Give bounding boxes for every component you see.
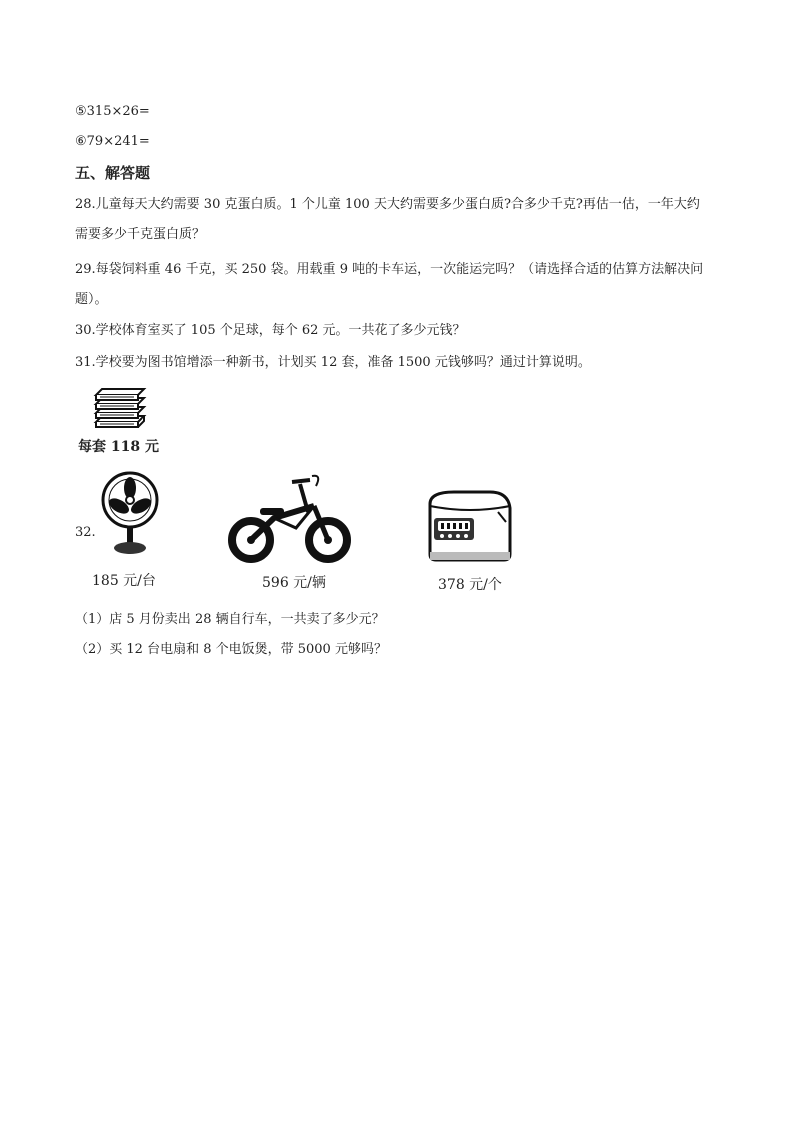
question-31: 31.学校要为图书馆增添一种新书，计划买 12 套，准备 1500 元钱够吗？通过计算说明。 [75, 355, 591, 370]
fan-price: 185 元/台 [92, 573, 156, 589]
question-29-line-2: 题）。 [75, 292, 108, 307]
books-stack-icon [88, 382, 152, 430]
calc-item-5: ⑤315×26= [75, 104, 150, 119]
calc-item-6: ⑥79×241= [75, 134, 150, 149]
question-32-sub-1: （1）店 5 月份卖出 28 辆自行车，一共卖了多少元？ [75, 612, 385, 627]
books-price: 每套 118 元 [78, 439, 159, 455]
electric-fan-icon [100, 470, 160, 556]
question-29-line-1: 29.每袋饲料重 46 千克，买 250 袋。用载重 9 吨的卡车运，一次能运完吗？（请选择合适的估算方法解决问 [75, 262, 704, 277]
question-30: 30.学校体育室买了 105 个足球，每个 62 元。一共花了多少元钱？ [75, 323, 466, 338]
rice-cooker-icon [424, 488, 516, 564]
rice-cooker-price: 378 元/个 [438, 577, 502, 593]
question-32-number: 32. [75, 525, 96, 540]
question-28-line-2: 需要多少千克蛋白质？ [75, 227, 206, 242]
section-title: 五、解答题 [75, 164, 151, 182]
question-32-sub-2: （2）买 12 台电扇和 8 个电饭煲，带 5000 元够吗？ [75, 642, 387, 657]
question-28-line-1: 28.儿童每天大约需要 30 克蛋白质。1 个儿童 100 天大约需要多少蛋白质?合多少千克?再估一估，一年大约 [75, 197, 700, 212]
bicycle-price: 596 元/辆 [262, 575, 326, 591]
bicycle-icon [226, 472, 354, 564]
